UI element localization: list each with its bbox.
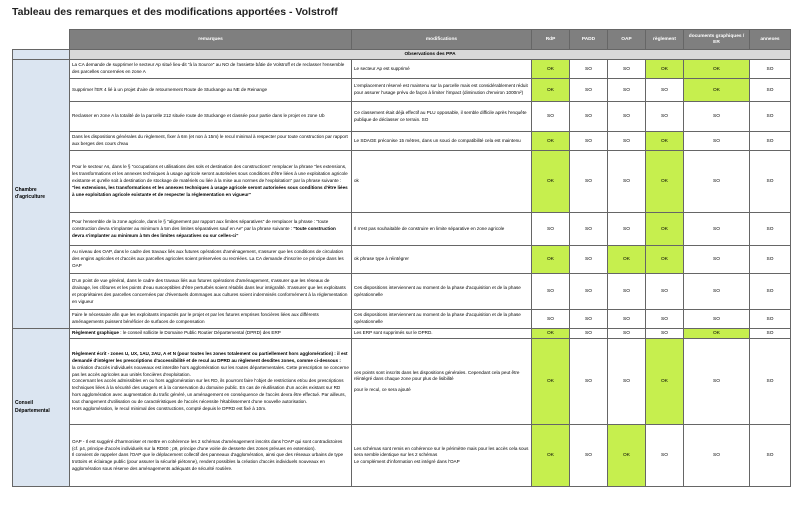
remark-cell: Supprimer l'ER 4 lié à un projet d'aire de retournement Route de Stuckange au NE de Reinange [70,79,352,102]
value-cell: OK [532,329,570,339]
col-annexes: annexes [750,30,791,50]
modification-cell: Les ERP sont supprimés sur le DPRD. [352,329,532,339]
table-row [13,310,791,329]
value-cell: SO [646,274,684,310]
remark-cell [70,329,352,339]
value-cell: SO [684,102,750,132]
table-row [13,132,791,151]
remark-text: : le conseil sollicite le Domaine Public Routier Départemental (DPRD) des ERP [118,330,281,336]
value-cell: OK [532,151,570,213]
page-title: Tableau des remarques et des modifications apportées - Volstroff [12,6,338,18]
value-cell: OK [646,339,684,425]
remark-line: Règlement écrit - zones U, UX, 1AU, 2AU, A et N (pour toutes les zones totalement ou partiellement hors agglomération) : il est demandé d'intégrer les prescriptions d'accessibilité et de recul au DPRD au règlement desdites zones, comme ci-dessous : [72,350,348,363]
value-cell: SO [608,274,646,310]
remark-line: Concernant les accès admissibles en ou hors agglomération sur les RD, ils pourront faire l'objet de restrictions et/ou des prescriptions techniques liées à la sécurité des usagers et à la conservation du domaine public. En cas de réutilisation d'un accès existant sur RD hors agglomération avec augmentation du trafic généré, un aménagement en conséquence de l'accès devra être effectué. Par ailleurs, tout changement d'utilisation ou de caractéristiques de l'accès nécessite l'établissement d'une nouvelle autorisation. [72,378,346,405]
value-cell: SO [684,213,750,246]
value-cell: OK [684,79,750,102]
value-cell: OK [532,339,570,425]
value-cell: SO [608,151,646,213]
section-org-blank [13,50,70,60]
modification-cell: L'emplacement réservé est maintenu sur la parcelle mais est considérablement réduit pour assurer l'usage prévu de façon à limiter l'impact (diminution d'environ 1000m²) [352,79,532,102]
table-row [13,102,791,132]
value-cell: SO [608,79,646,102]
modification-cell: Il n'est pas souhaitable de construire en limite séparative en zone agricole [352,213,532,246]
value-cell: SO [608,60,646,79]
value-cell: SO [570,79,608,102]
col-modifications: modifications [352,30,532,50]
org-conseil-departemental: Conseil Départemental [13,329,70,487]
value-cell: SO [570,246,608,274]
value-cell: SO [684,151,750,213]
value-cell: SO [646,329,684,339]
col-documents-graphiques: documents graphiques / ER [684,30,750,50]
value-cell: SO [646,102,684,132]
value-cell: OK [532,79,570,102]
value-cell: SO [750,329,791,339]
remark-bold-text: "les extensions, les transformations et les annexes techniques à usage agricole seront autorisées sous conditions d'être liées à une exploitation agricole existante et de respecter la réglementation en vigueur" [72,185,348,198]
table-row [13,329,791,339]
value-cell: SO [750,339,791,425]
remark-cell [70,339,352,425]
modification-cell [352,339,532,425]
table-row [13,339,791,425]
value-cell: OK [646,132,684,151]
value-cell: SO [646,310,684,329]
remark-cell: D'un point de vue général, dans le cadre des travaux liés aux futures opérations d'aménagement, s'assurer que les réseaux de drainage, les clôtures et les points d'eau susceptibles d'être perturbés soient rétablis dans leur intégralité. S'assurer que les exploitants et propriétaires des parcelles concernées par d'éventuels dommages aux cultures soient indemnisés conformément à la réglementation en vigueur [70,274,352,310]
modification-line: pour le recul, ce sera ajouté [354,387,411,393]
value-cell: OK [646,151,684,213]
value-cell: SO [750,60,791,79]
modification-cell: Ces dispositions interviennent au moment de la phase d'acquisition et de la phase opérationnelle [352,274,532,310]
value-cell: SO [608,132,646,151]
modification-line: ces points sont inscrits dans les dispositions générales. Cependant cela peut être réintégré dans chaque zone pour plus de lisibilité [354,369,520,382]
section-row [13,50,791,60]
value-cell: SO [750,132,791,151]
value-cell: SO [608,339,646,425]
col-padd: PADD [570,30,608,50]
remark-cell: Dans les dispositions générales du règlement, fixer à 6m (et non à 15m) le recul minimal à respecter pour toute construction par rapport aux berges des cours d'eau [70,132,352,151]
value-cell: SO [570,274,608,310]
value-cell: OK [532,425,570,487]
remark-text: Pour le secteur As, dans le § "occupations et utilisations des sols et destination des constructions" remplacer la phrase "les extensions, les transformations et les annexes techniques à usage agricole seront autorisées sous conditions d'être liées à une exploitation agricole existante et qu'elle soit à destination de stockage de matériels ou liée à la mise aux normes de l'exploitation" par la phrase suivante : [72,164,348,184]
value-cell: SO [750,425,791,487]
value-cell: SO [684,132,750,151]
value-cell: SO [570,151,608,213]
value-cell: SO [570,60,608,79]
col-rdp: RdP [532,30,570,50]
modification-line: Les schémas sont remis en cohérence sur le périmètre mais pour les accès cela sous sera semble identique sur les 2 schémas [354,445,529,458]
value-cell: SO [570,310,608,329]
remark-bold-text: Règlement graphique [72,330,119,336]
remark-cell [70,425,352,487]
value-cell: SO [532,102,570,132]
modification-line: Le complément d'information est intégré dans l'OAP [354,459,460,465]
value-cell: SO [750,274,791,310]
value-cell: SO [646,79,684,102]
remark-cell: Faire le nécessaire afin que les exploitants impactés par le projet et par les futures emprises foncières liées aux différents aménagements puissent bénéficier de surfaces de compensation [70,310,352,329]
value-cell: SO [750,310,791,329]
remark-line: OAP - Il est suggéré d'harmoniser et mettre en cohérence les 2 schémas d'aménagement inscrits dans l'OAP qui sont contradictoires (cf. p4, principe d'accès individuels sur la RD60 ; p9, principe d'une voirie de desserte des zones prévues en extension). [72,438,343,451]
modification-cell: ok [352,151,532,213]
value-cell: SO [570,329,608,339]
value-cell: SO [750,246,791,274]
table-row [13,274,791,310]
value-cell: SO [684,274,750,310]
modification-cell: ok phrase type à réintégrer [352,246,532,274]
remark-cell: Reclasser en zone A la totalité de la parcelle 212 située route de Stuckange et classée pour partie dans le projet en zone Ub [70,102,352,132]
modification-cell: Ces dispositions interviennent au moment de la phase d'acquisition et de la phase opérationnelle [352,310,532,329]
modification-cell: Le secteur Ap est supprimé [352,60,532,79]
table-row [13,60,791,79]
org-chambre-agriculture: Chambre d'agriculture [13,60,70,329]
remark-bold-text: "toute construction devra s'implanter au minimum à 5m des limites séparatives ou sur celles-ci" [72,225,336,238]
header-row [13,30,791,50]
value-cell: SO [570,102,608,132]
remark-cell [70,151,352,213]
modification-cell: Ce classement était déjà effectif au PLU opposable, il semble difficile après l'enquête publique de déclasser ce terrain. SO [352,102,532,132]
value-cell: OK [532,132,570,151]
value-cell: OK [684,60,750,79]
remark-text: Pour l'ensemble de la zone agricole, dans le § "alignement par rapport aux limites séparatives" de remplacer la phrase : "toute construction devra s'implanter au minimum à 5m des limites séparatives sauf en Ae" par la phrase suivante : [72,218,329,231]
value-cell: OK [646,246,684,274]
value-cell: SO [646,425,684,487]
table-row [13,246,791,274]
value-cell: SO [684,246,750,274]
value-cell: SO [684,339,750,425]
col-remarques: remarques [70,30,352,50]
table-row [13,151,791,213]
remark-cell: Au niveau des OAP, dans le cadre des travaux liés aux futures opérations d'aménagement, s'assurer que les conditions de circulation des engins agricoles et d'accès aux parcelles agricoles soient préservées ou recréées. La CA demande d'inscrire ce principe dans les OAP [70,246,352,274]
value-cell: SO [750,102,791,132]
value-cell: SO [684,310,750,329]
remark-line: la création d'accès individuels nouveaux est interdite hors agglomération sur les routes départementales. Cette prescription ne concerne pas les accès agricoles aux unités foncières d'exploitation. [72,364,349,377]
value-cell: OK [608,425,646,487]
value-cell: SO [532,310,570,329]
value-cell: SO [608,310,646,329]
value-cell: OK [608,246,646,274]
col-reglement: règlement [646,30,684,50]
value-cell: SO [750,151,791,213]
value-cell: OK [646,60,684,79]
remarks-table [12,29,791,487]
value-cell: SO [570,339,608,425]
modification-cell: Le SDAGE préconise 15 mètres, dans un souci de compatibilité cela est maintenu [352,132,532,151]
value-cell: SO [532,274,570,310]
table-row [13,79,791,102]
value-cell: SO [608,213,646,246]
remark-cell [70,213,352,246]
value-cell: SO [750,213,791,246]
header-blank [13,30,70,50]
remark-line: Il convient de rappeler dans l'OAP que le déplacement collectif des panneaux d'agglomération, ainsi que des réseaux urbains de type trottoirs et éclairage public (pour assurer la sécurité piétonne), rendent possibles la création d'accès individuels nouveaux en agglomération sous réserve des aménagements adéquats de sécurité routière. [72,452,344,472]
value-cell: OK [684,329,750,339]
modification-cell [352,425,532,487]
value-cell: SO [608,102,646,132]
value-cell: SO [684,425,750,487]
value-cell: SO [750,79,791,102]
value-cell: SO [570,425,608,487]
value-cell: SO [570,213,608,246]
value-cell: SO [532,213,570,246]
value-cell: SO [608,329,646,339]
value-cell: SO [570,132,608,151]
table-row [13,213,791,246]
value-cell: OK [532,246,570,274]
section-label: Observations des PPA [70,50,791,60]
value-cell: OK [532,60,570,79]
remark-cell: La CA demande de supprimer le secteur Ap situé lieu-dit "à la Source" au NO de l'assiette bâtie de Volstroff et de reclasser l'ensemble des parcelles concernées en zone A [70,60,352,79]
remark-line: Hors agglomération, le recul minimal des constructions, compté depuis le DPRD est fixé à 10m. [72,405,267,411]
table-row [13,425,791,487]
col-oap: OAP [608,30,646,50]
value-cell: OK [646,213,684,246]
